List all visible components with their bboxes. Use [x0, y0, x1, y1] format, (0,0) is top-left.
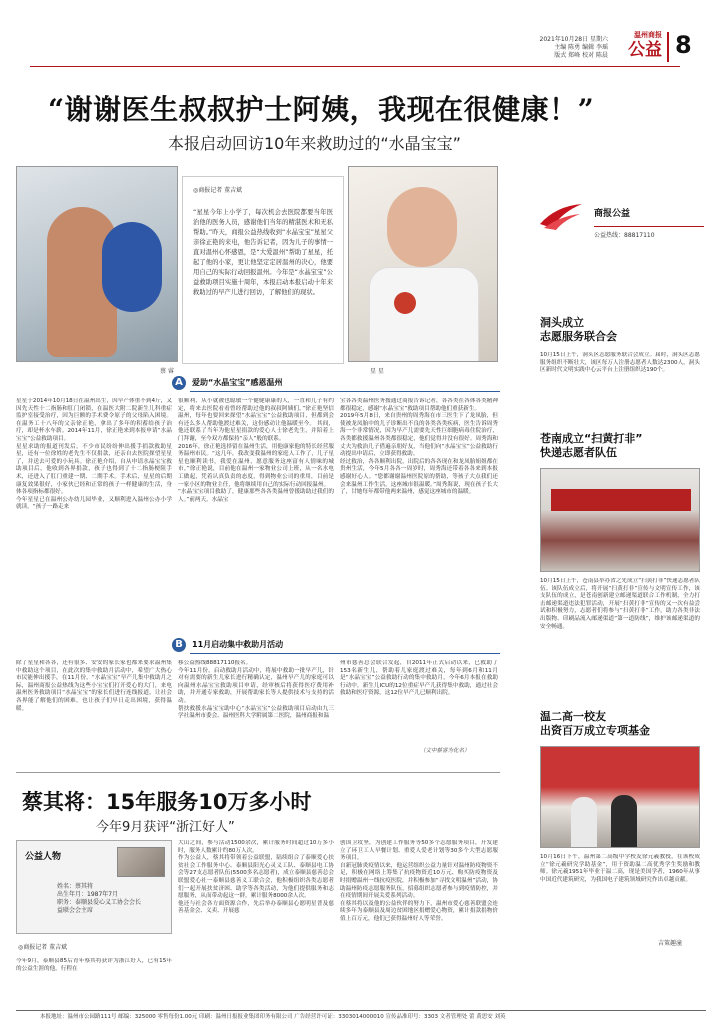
news3-author: 吉策趣潼 [658, 940, 683, 947]
section-a-header [172, 376, 372, 392]
feature-col1: 今年9月，泰顺县85后青年蔡其将获评为浙江好人，已有15年的公益生涯的他，行程在 [16, 958, 172, 972]
feature-subtitle: 今年9月获评“浙江好人” [96, 820, 235, 835]
news3-text: 10月16日下午，温州第二高级中学校友徐元羲教授，在该校成立“徐元羲研究学助基金”，用于资助温二高优秀学生奖励和教师。徐元羲1951年毕业于温二高，现是美国学者，1960年从事中国近代建筑研究，为我国电子建筑领域研究作出卓越贡献。 [540, 854, 700, 883]
masthead-divider [667, 32, 669, 62]
right-column [508, 176, 708, 1016]
date-line: 2021年10月28日 星期六 [539, 36, 608, 43]
profile-line: 姓名：蔡其将 [57, 883, 94, 890]
profile-photo [117, 847, 165, 877]
section-name: 公益 [628, 40, 662, 60]
toy-figure [102, 222, 162, 312]
photo-right-caption: 星 星 [370, 368, 384, 375]
news3-person-right [611, 795, 637, 848]
profile-line: 益联会会主席 [57, 907, 94, 914]
gongyi-logo-title: 商报公益 [594, 209, 631, 219]
news1-text: 10月15日上午，洞头区志愿服务联合会成立。届时，洞头区志愿服务组织不断壮大，该区每万人注册志愿者人数达2300人，洞头区新时代文明实践中心云平台上注册组织达190个。 [540, 352, 700, 374]
section-a-rule [190, 391, 500, 392]
photo-caisui [16, 166, 178, 362]
footer-text: 本报地址：温州市公园路111号 邮编：325000 零售每份1.00元 印刷：温州日报报业集团印务有限公司 广告经营许可证：3303014000010 宣传品准印号：3303 文者管理处 蕾 黄思安 刘英 [40, 1014, 506, 1020]
feature-col2: 大山之间，参与活动1500余次，累计服务时间超过10万多小时，服务人数累计约80万人次。 作为公益人，蔡其将带领着公益联盟，陆续组合了泰顺爱心扶贫社会工作服务中心、泰顺县阳光心灵义工队、泰顺县电工协会等27支志愿者队伍(5500多名志愿者)，成立泰顺县慈善总会联盟爱心社一泰顺县慈善义工联合会，他积极组织各类志愿者们一起开展扶贫济困、助学等各类活动，为他们提供服务和志愿服务，从而带动起这一群，累计服务8000余人次。 他还与社会各方面资源合作，先后举办泰顺县心愿明星普及慈善基金会、义卖、开展慈 [178, 840, 334, 915]
section-b-col1: 除了星星和各各，还有很多、安安的家长家也都来要求温州集中救助这个项目，在此次的集中救助月活动中，希望广大热心市民能伸出援手，在11月份，“水晶宝宝”早产儿集中救助月之际，温州商报公益热线为这些小宝宝们打开爱心的大门，来电温州医务救助项目“水晶宝宝”的家长们进行连线报道，让社会各界能了解他们的困难，也让孩子们早日走出困境，获得温暖。 [16, 660, 172, 712]
news1-title: 洞头成立 志愿服务联合会 [540, 316, 617, 343]
masthead [0, 0, 711, 70]
news3-title: 温二高一校友 出资百万成立专项基金 [540, 710, 650, 737]
news3-photo [540, 746, 700, 848]
feature-col3: 创国卫攻坚，为创建工作服务等50多个志愿服务项目，开发建立了环卫工人早餐计划、重爱人爱老计划等30多个大型志愿服务项目。 自新冠肺炎疫情以来，他运营组织公益力量针对温州防疫物资不足，积极在网络上筹集了抗疫物资近10万元、购买防疫物资及时捐赠温州一线抗疫医院，并积极参加“寻找文明温州”活动，协助温州防疫志愿服务队伍，招募组织志愿者参与到疫情防控，并在疫情期间开展关爱系列活动。 在蔡其将以及他的公益伙伴的努力下，温州市爱心慈善联盟会连续多年为泰顺县及周边贫困地区捐赠爱心物资，累计捐款捐物价值上百万元，他们已获得温州好人等荣誉。 [340, 840, 498, 922]
profile-lines [57, 883, 167, 915]
section-a-col3: 宝各各类温州医务援通过商报告诉记者，各各类在各体各类精神都很稳定，感谢“水晶宝宝”救助项目帮助他们重获新生。 2019年5月8日，来自贵州的周秀海在市三医生下了龙凤胎，但使被龙凤胎中的儿子诊断出不良的各类各类疾病，医生告诉周秀海一个非常情况，因为早产儿需要先天性巨细胞病毒住院治疗，各类都救援温州各类都很稳定，他们觉得并没有很好。周秀海和丈夫为救治儿子借遍亲朋好友，当他们向“水晶宝宝”公益救助行动提出申请后，立即获得救助。 经过救治，各各顺利出院，出院后的各各现在和龙凤胎姐姐都在贵州生活，今年5月各各一周岁时，周秀海还带着各各来到本报感谢好心人。“您都谢谢温州医院原的帮助，等孩子大点我们还会来温州工作生活，这座城市很温暖。”周秀海说，现在孩子长大了，甘她每年都带他两来温州，感觉这座城市的温暖。 [340, 398, 498, 496]
news2-title: 苍南成立“扫黄打非” 快递志愿者队伍 [540, 432, 643, 459]
hotline-rule [594, 226, 704, 227]
news3-person-left [571, 797, 597, 848]
section-b-badge: B [172, 638, 186, 652]
profile-header: 公益人物 [25, 852, 62, 862]
photo-left-caption: 蔡 睿 [160, 368, 174, 375]
school-badge [394, 292, 416, 314]
hotline: 公益热线：88817110 [594, 232, 655, 239]
section-name-block [614, 30, 662, 60]
byline-box-byline: ◎商报记者 董吉斌 [193, 187, 243, 194]
section-b-rule [190, 653, 500, 654]
section-b-endnote: （文中蔡睿为化名） [420, 748, 470, 754]
photo-xingxing [348, 166, 498, 362]
paper-name: 温州商报 [634, 31, 662, 39]
feature-divider [16, 772, 500, 773]
section-a-col1: 星星于2014年10月18日在温州出生，因早产体重不到4斤，又因先天性十二指肠和肛门闭锁，在温医大附二院新生儿科重症监护室接受治疗，因为巨额的手术费令原子的父母陷入困境。在温务工十八年的父亲徐正艳，拿出了多年的积蓄给孩子治疗，却是杯水车薪。2014年11月，徐正艳来到本报申请“水晶宝宝”公益救助项目。 星星求助的报道刊发后，不少市民纷纷伸出援手捐款救助星星，还有一位徐姓的老先生不仅捐款，还亲自去医院探望星星了，并送去可爱的小玩具。徐正艳介绍，自从申请水晶宝宝救助项目后，他收到各界捐款，孩子也得到了十二指肠梗阻手术，还进入了肛门重建一期、二期手术。手术后，星星的后期康复效果很好，小家伙已经和正常的孩子一样健康的生活，身体各项指标都很好。 今年星星已在温州公办幼儿园毕业，又顺利进入温州公办小学就读。“孩子一路走来 [16, 398, 172, 511]
news2-banner [551, 489, 691, 511]
gongyi-logo-icon [538, 202, 586, 232]
page-number: 8 [675, 31, 692, 59]
editor-line: 主编 陈勇 编辑 李瑶 [554, 44, 608, 51]
date-block [488, 36, 608, 60]
profile-line: 出生年月：1987年7月 [57, 891, 119, 898]
profile-line: 职务：泰顺县爱心义工协会会长 [57, 899, 142, 906]
news2-photo [540, 468, 700, 572]
news2-text: 10月15日上午，苍南县举办省之先成立“扫黄打非”快递志愿者队伍。该队伍成立后，将开展“扫黄打非”宣传与文明宣传工作，该支队伍的成立，是苍南创新建立邮递渠道联合工作机制，全力打击邮递渠道违法犯罪活动，开展“扫黄打非”宣传的又一次有益尝试和积极努力，志愿者们将参与“扫黄打非”工作，助力各类非法出版物、印刷品流入邮递渠道“第一道防线”，维护该邮递渠道的安全畅通。 [540, 578, 700, 630]
section-b-col3: 州市慈善总会联合发起，自2011年正式启动以来，已救助了153名新生儿，帮助着儿家庭渡过难关，每年到6月和11月是“水晶宝宝”公益救助行动的集中救助月，今年6月本报在救助行动中，新生儿ICU的12位重症早产儿获得集中救助，通过社会救助和医疗资源，这12位早产儿已顺利出院。 [340, 660, 498, 697]
byline-box-text: “星星今年上小学了，每次机会去医院都要当年医治他的医务人员，感谢他们当年的精湛医术和无私帮助。”昨天，商报公益热线收到“水晶宝宝”星星父亲徐正艳的来电，他告诉记者，因为儿子的事情一直对温州心怀感恩，是“大爱温州”帮助了星星，托起了他的小家，更让他坚定定居温州的决心，他要用自己的实际行动回报温州。今年是“水晶宝宝”公益救助项目实施十周年，本报启动本报启动十年来救助过的早产儿进行回访，了解他们的现状。 [193, 209, 333, 296]
section-b-col2: 移公益热线88817110报名。 今年11月份，启动救助月活动中，将展中救助一批早产儿，针对有需要的新生儿家长进行精确认定，温州早产儿的家庭可以向温州水晶宝宝救助项目申请，经审核后将获得医疗费用补助，并开通专家救助，开展帮助家长等人提供技术与支持的活动。 帮扶救援水晶宝宝助中心“水晶宝宝”公益救助项目启动由九三学社温州市委会、温州医科大学附属第二医院，温州商报和温 [178, 660, 334, 720]
section-a-badge: A [172, 376, 186, 390]
sub-headline: 本报启动回访10年来救助过的“水晶宝宝” [168, 134, 461, 153]
feature-title: 蔡其将：15年服务10万多小时 [22, 790, 312, 814]
gongyi-logo [538, 202, 586, 232]
boy-shirt [369, 267, 479, 362]
boy-face [387, 187, 457, 267]
design-line: 版式 郑峰 校对 陈晨 [554, 52, 608, 59]
profile-box [16, 840, 172, 934]
main-headline: “谢谢医生叔叔护士阿姨，我现在很健康！” [48, 93, 595, 126]
byline-box [182, 176, 344, 364]
masthead-rule [30, 66, 680, 67]
section-a-col2: 很顺利，从小就被也聪敏一个健健康康的人，一直和儿子有约定，将来去医院看看曾经帮助过他的叔叔阿姨们。”徐正艳坚信温州，每年也要回来探望“水晶宝宝”公益救助项目，但都到会有还么多人帮助他渡过难关，这份感动让他温暖至今。 其间，他还联系了当年为他星星捐款的爱心人士徐老先生，并陪着上门拜谢，至今双方都保持“亲人”般的联系。 2016年，徐正艳选择留在温州生活，用他康家他的特长经营服务温州市民。“这几年，我改变我温州的家庭人工作了，儿子星星也顺利读书，我爱在温州，愿意服务这座富有人情味的城市。”徐正艳说，目前他在温州一家物业公司上班，从一名水电工做起，凭着认真负责的态度，得到物业公司的重用，目前是一家小区的物业主任，他将继续用自己的实际行动回报温州。 “水晶宝宝项目救助了，健康那些各各类温州曾援助助过我们的人。”前两天，水晶宝 [178, 398, 334, 503]
section-b-header [172, 638, 372, 654]
feature-byline: ◎商报记者 董吉斌 [18, 944, 68, 951]
section-a-title: 爱助“水晶宝宝”感恩温州 [192, 378, 283, 387]
section-b-title: 11月启动集中救助月活动 [192, 640, 284, 649]
footer-rule [16, 1010, 706, 1011]
